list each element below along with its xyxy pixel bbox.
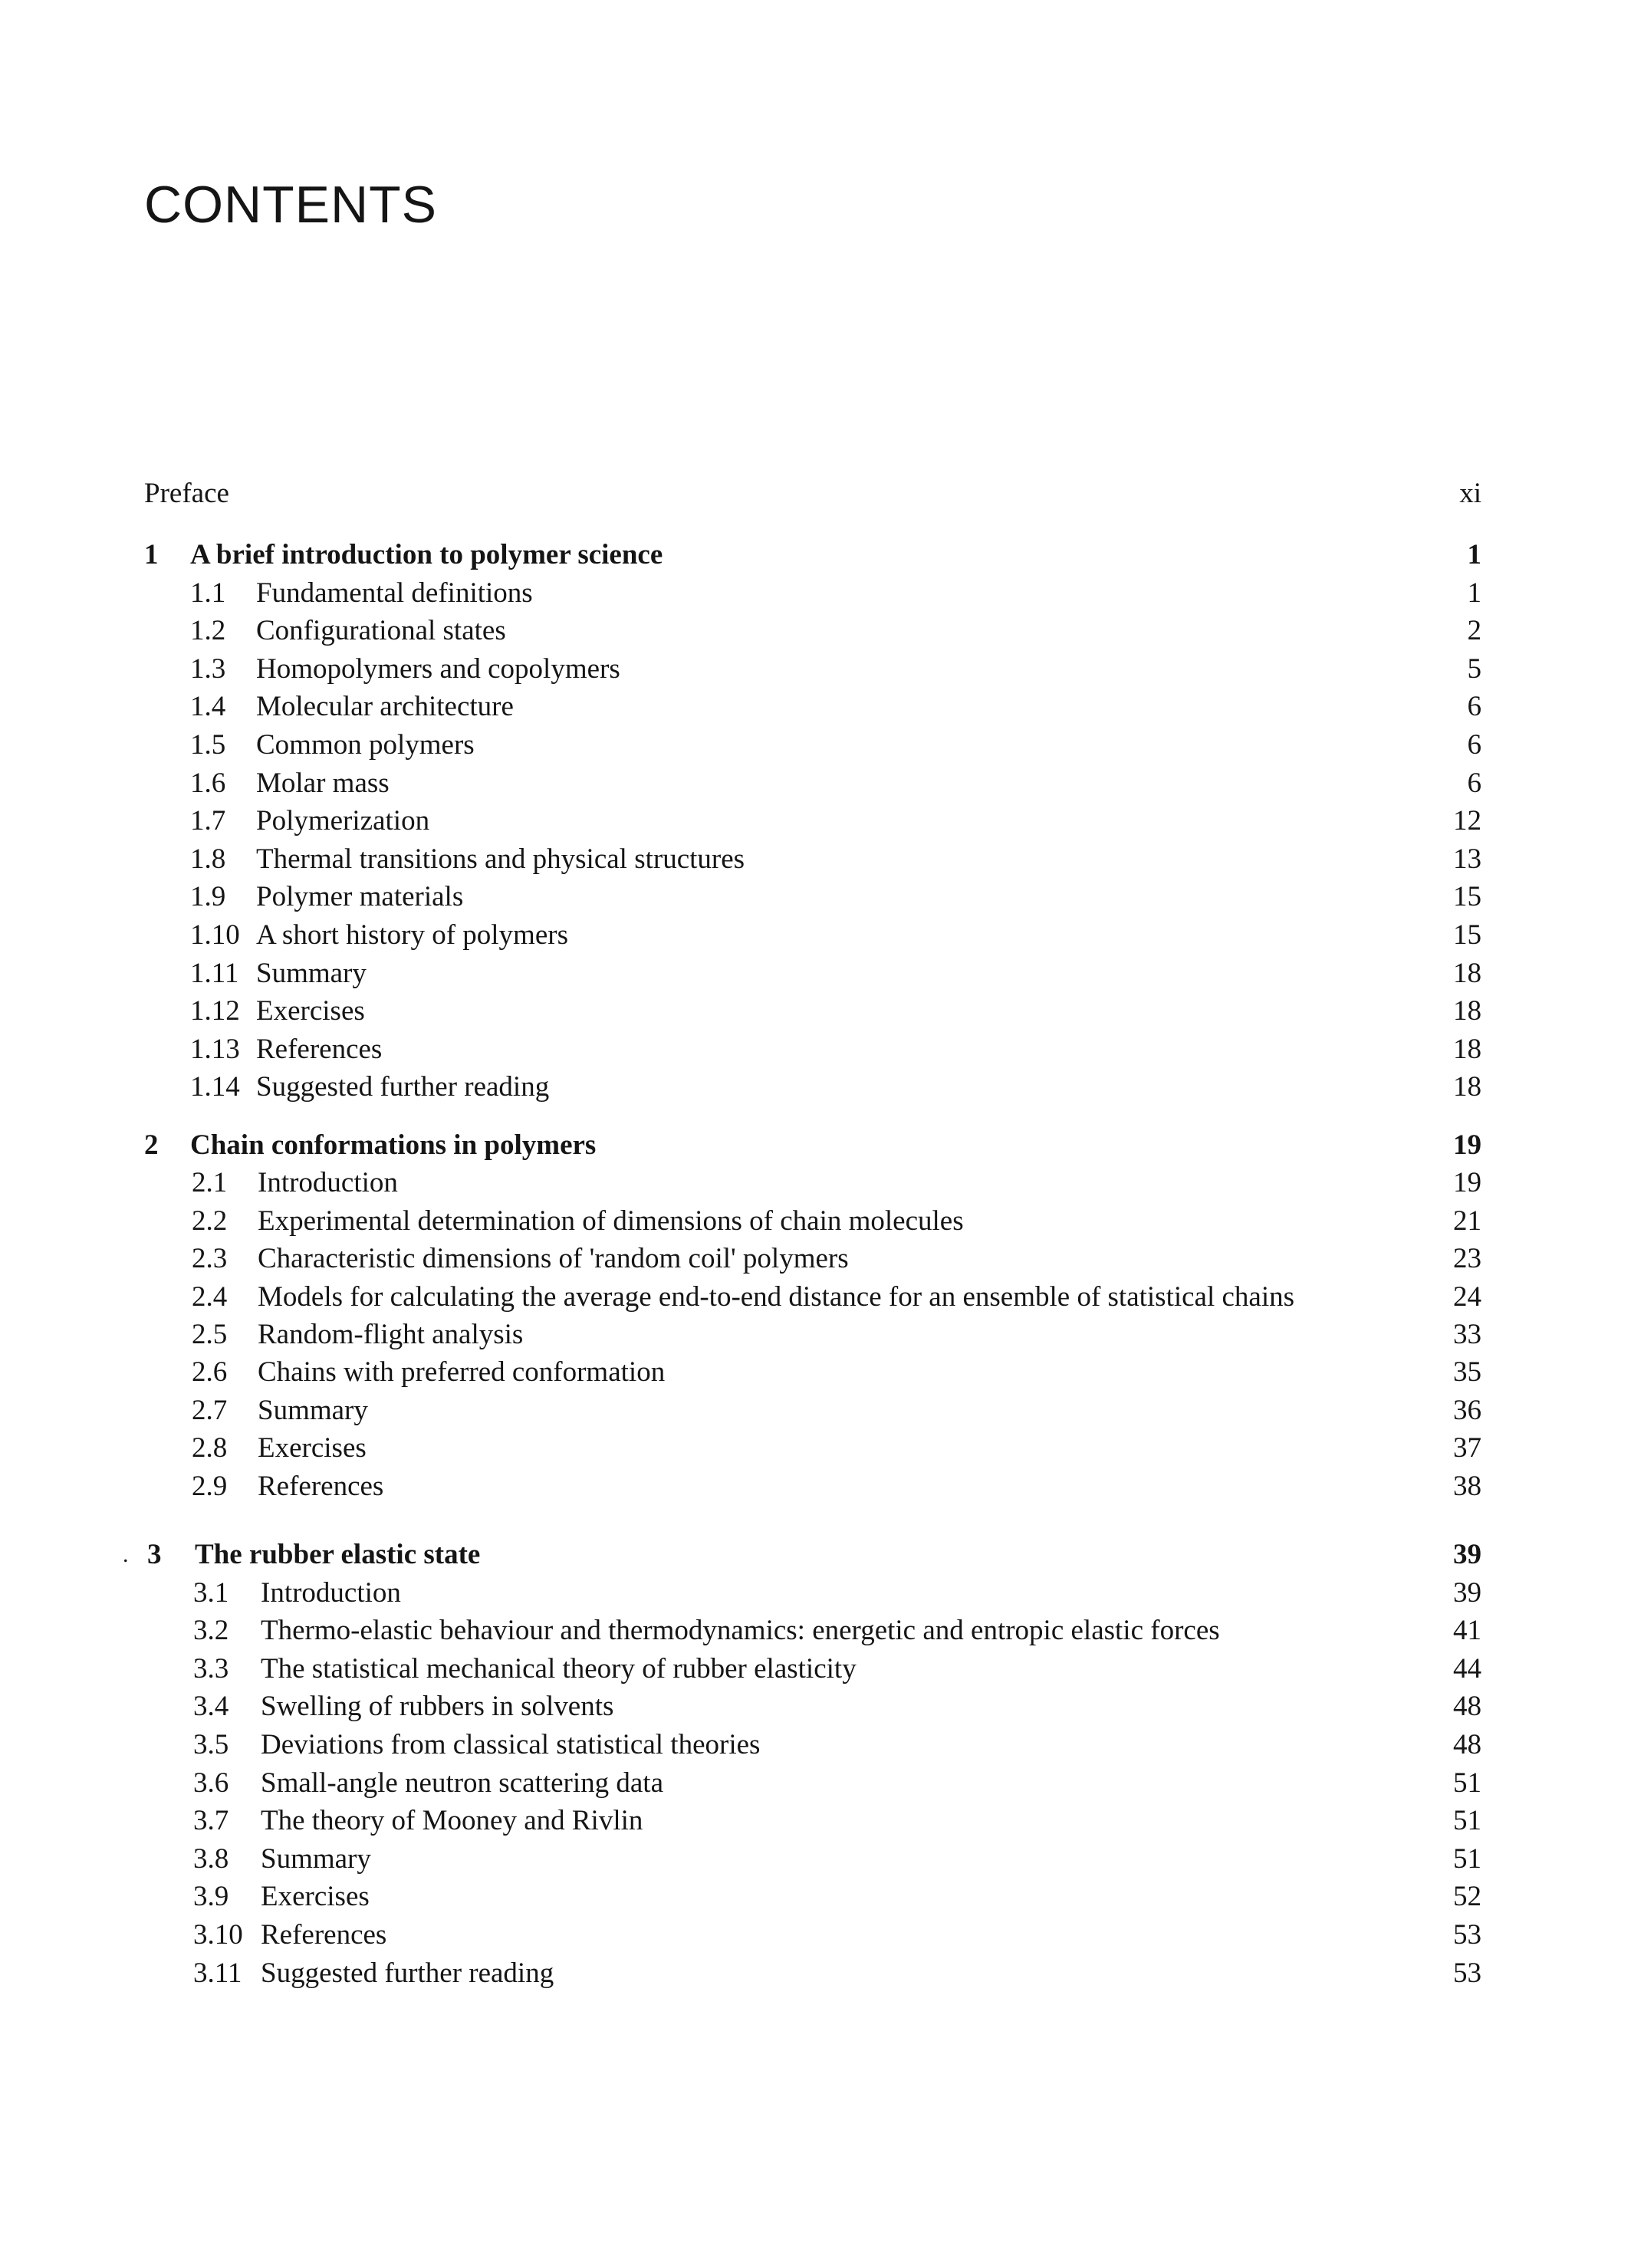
section-page: 51 [1453, 1767, 1481, 1799]
section-page: 18 [1453, 1034, 1481, 1065]
section-title[interactable]: Summary [261, 1843, 371, 1875]
section-number: 1.1 [190, 577, 226, 609]
section-number: 2.4 [192, 1281, 228, 1313]
section-page: 36 [1453, 1395, 1481, 1426]
section-number: 1.3 [190, 653, 226, 685]
section-page: 18 [1453, 958, 1481, 989]
chapter-number: 1 [144, 539, 159, 570]
section-title[interactable]: Suggested further reading [261, 1957, 554, 1989]
section-title[interactable]: The theory of Mooney and Rivlin [261, 1805, 643, 1836]
section-title[interactable]: Chains with preferred conformation [258, 1356, 666, 1388]
section-title[interactable]: Exercises [258, 1432, 367, 1464]
section-page: 2 [1467, 615, 1481, 646]
chapter-number: 2 [144, 1129, 159, 1161]
section-number: 1.11 [190, 958, 239, 989]
chapter-page: 1 [1467, 539, 1481, 570]
section-page: 51 [1453, 1805, 1481, 1836]
chapter-page: 19 [1453, 1129, 1481, 1161]
section-page: 33 [1453, 1319, 1481, 1350]
section-page: 48 [1453, 1691, 1481, 1722]
section-title[interactable]: Exercises [261, 1881, 370, 1912]
section-page: 51 [1453, 1843, 1481, 1875]
section-number: 2.9 [192, 1471, 228, 1502]
section-number: 1.14 [190, 1071, 240, 1103]
section-page: 18 [1453, 995, 1481, 1027]
section-page: 13 [1453, 843, 1481, 875]
section-page: 19 [1453, 1167, 1481, 1198]
chapter-number: 3 [147, 1539, 162, 1570]
section-page: 6 [1467, 729, 1481, 761]
section-number: 1.12 [190, 995, 240, 1027]
section-page: 39 [1453, 1577, 1481, 1609]
section-title[interactable]: Fundamental definitions [256, 577, 533, 609]
section-number: 3.10 [193, 1919, 243, 1951]
section-number: 1.2 [190, 615, 226, 646]
section-number: 2.8 [192, 1432, 228, 1464]
section-page: 15 [1453, 919, 1481, 951]
section-page: 53 [1453, 1919, 1481, 1951]
section-title[interactable]: References [261, 1919, 387, 1951]
section-page: 38 [1453, 1471, 1481, 1502]
section-title[interactable]: Thermal transitions and physical structures [256, 843, 745, 875]
preface-page: xi [1459, 478, 1481, 509]
section-number: 2.6 [192, 1356, 228, 1388]
section-title[interactable]: Characteristic dimensions of 'random coil' polymers [258, 1243, 849, 1274]
chapter-title[interactable]: The rubber elastic state [195, 1539, 481, 1570]
section-title[interactable]: Exercises [256, 995, 365, 1027]
section-title[interactable]: Summary [256, 958, 367, 989]
section-number: 3.3 [193, 1653, 229, 1685]
section-title[interactable]: Small-angle neutron scattering data [261, 1767, 664, 1799]
section-title[interactable]: References [256, 1034, 383, 1065]
section-title[interactable]: Random-flight analysis [258, 1319, 524, 1350]
section-number: 3.4 [193, 1691, 229, 1722]
section-number: 3.8 [193, 1843, 229, 1875]
page-title: CONTENTS [144, 176, 437, 234]
section-title[interactable]: Deviations from classical statistical theories [261, 1729, 761, 1760]
section-page: 15 [1453, 881, 1481, 912]
section-title[interactable]: References [258, 1471, 384, 1502]
section-title[interactable]: Configurational states [256, 615, 506, 646]
section-number: 1.13 [190, 1034, 240, 1065]
section-number: 1.5 [190, 729, 226, 761]
section-page: 24 [1453, 1281, 1481, 1313]
section-number: 1.9 [190, 881, 226, 912]
section-number: 2.5 [192, 1319, 228, 1350]
section-page: 18 [1453, 1071, 1481, 1103]
section-title[interactable]: Introduction [258, 1167, 398, 1198]
section-title[interactable]: Models for calculating the average end-to-end distance for an ensemble of statistical chains [258, 1281, 1295, 1313]
section-title[interactable]: Polymerization [256, 805, 430, 837]
section-title[interactable]: Swelling of rubbers in solvents [261, 1691, 614, 1722]
section-title[interactable]: The statistical mechanical theory of rubber elasticity [261, 1653, 857, 1685]
section-number: 1.7 [190, 805, 226, 837]
preface-label[interactable]: Preface [144, 478, 229, 509]
section-page: 52 [1453, 1881, 1481, 1912]
section-title[interactable]: Summary [258, 1395, 368, 1426]
chapter-title[interactable]: Chain conformations in polymers [190, 1129, 597, 1161]
section-number: 3.6 [193, 1767, 229, 1799]
section-page: 37 [1453, 1432, 1481, 1464]
section-page: 21 [1453, 1205, 1481, 1237]
section-number: 3.1 [193, 1577, 229, 1609]
section-page: 53 [1453, 1957, 1481, 1989]
section-title[interactable]: Suggested further reading [256, 1071, 550, 1103]
section-page: 48 [1453, 1729, 1481, 1760]
chapter-title[interactable]: A brief introduction to polymer science [190, 539, 663, 570]
section-title[interactable]: Common polymers [256, 729, 475, 761]
section-number: 2.3 [192, 1243, 228, 1274]
section-title[interactable]: Homopolymers and copolymers [256, 653, 620, 685]
section-page: 6 [1467, 691, 1481, 722]
section-title[interactable]: Polymer materials [256, 881, 464, 912]
section-number: 2.2 [192, 1205, 228, 1237]
section-page: 6 [1467, 768, 1481, 799]
section-title[interactable]: A short history of polymers [256, 919, 568, 951]
section-number: 1.10 [190, 919, 240, 951]
section-number: 3.5 [193, 1729, 229, 1760]
section-number: 3.2 [193, 1615, 229, 1646]
section-number: 2.7 [192, 1395, 228, 1426]
section-number: 3.7 [193, 1805, 229, 1836]
section-page: 23 [1453, 1243, 1481, 1274]
section-number: 3.11 [193, 1957, 242, 1989]
chapter-page: 39 [1453, 1539, 1481, 1570]
section-title[interactable]: Experimental determination of dimensions of chain molecules [258, 1205, 964, 1237]
section-number: 1.6 [190, 768, 226, 799]
section-number: 3.9 [193, 1881, 229, 1912]
section-number: 1.4 [190, 691, 226, 722]
stray-mark: . [123, 1542, 129, 1567]
section-page: 41 [1453, 1615, 1481, 1646]
section-page: 44 [1453, 1653, 1481, 1685]
section-title[interactable]: Molar mass [256, 768, 390, 799]
section-number: 2.1 [192, 1167, 228, 1198]
section-number: 1.8 [190, 843, 226, 875]
section-title[interactable]: Molecular architecture [256, 691, 514, 722]
section-title[interactable]: Thermo-elastic behaviour and thermodynamics: energetic and entropic elastic forces [261, 1615, 1220, 1646]
section-title[interactable]: Introduction [261, 1577, 401, 1609]
section-page: 12 [1453, 805, 1481, 837]
section-page: 1 [1467, 577, 1481, 609]
section-page: 35 [1453, 1356, 1481, 1388]
section-page: 5 [1467, 653, 1481, 685]
